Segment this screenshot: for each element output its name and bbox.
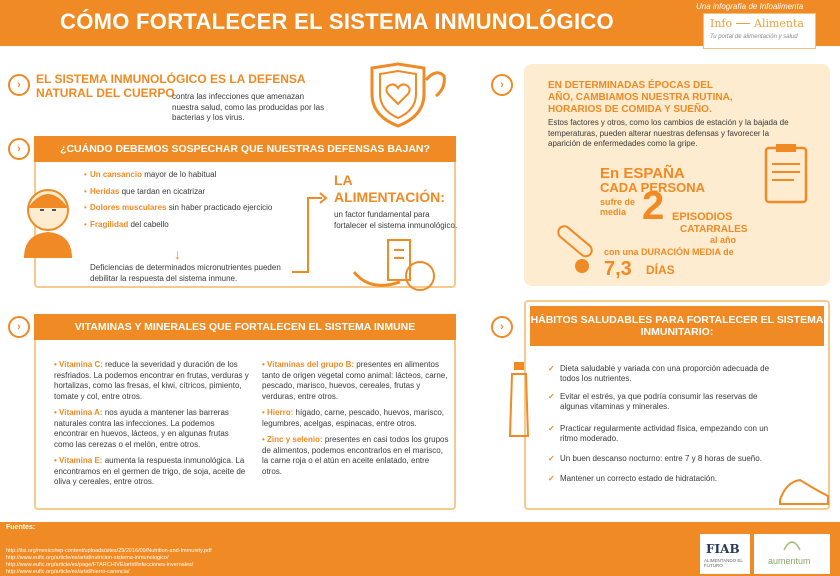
food-icon — [350, 238, 450, 294]
alimentacion-title-1: LA — [334, 172, 353, 188]
mineral-item: • Vitaminas del grupo B: presentes en alimentos tanto de origen vegetal como animal: lácteos, carne, pescado, marisco, huevos, cereales, frutas y verduras, entre otros. — [262, 360, 448, 401]
symptom-item: • Heridas que tardan en cicatrizar — [84, 187, 304, 198]
suspect-bar: ¿CUÁNDO DEBEMOS SOSPECHAR QUE NUESTRAS DEFENSAS BAJAN? — [34, 136, 456, 162]
habit-item: ✓ Mantener un correcto estado de hidratación. — [548, 474, 778, 484]
alimentacion-text: un factor fundamental para fortalecer el sistema inmunológico. — [334, 210, 458, 230]
logo-dash — [736, 23, 750, 24]
source-link[interactable]: http://ilsi.org/mexico/wp-content/uploads/sites/29/2016/09/Nutrition-and-Immunity.pdf — [6, 548, 212, 554]
habits-bar: HÁBITOS SALUDABLES PARA FORTALECER EL SISTEMA INMUNITARIO: — [530, 306, 824, 346]
arrow-icon-3: › — [8, 138, 30, 160]
stat-days: 7,3 — [604, 258, 632, 280]
intro-text-content: contra las infecciones que amenazan nuestra salud, como las producidas por las bacterias y los virus. — [172, 92, 325, 122]
source-link[interactable]: http://www.eufic.org/article/es/artid/nutricion-sistema-inmunologico/ — [6, 555, 169, 561]
arrow-icon-4: › — [8, 316, 30, 338]
habit-item: ✓ Un buen descanso nocturno: entre 7 y 8 horas de sueño. — [548, 454, 778, 464]
mineral-item: • Zinc y selenio: presentes en casi todos los grupos de alimentos, podemos encontrarlos en el marisco, la carne roja o el atún en aceite enlatado, entre otros. — [262, 435, 449, 476]
vitamins-bar: VITAMINAS Y MINERALES QUE FORTALECEN EL SISTEMA INMUNE — [34, 314, 456, 340]
fiab-logo-text: FIAB — [706, 542, 740, 556]
clipboard-icon — [760, 140, 816, 210]
vitamins-col-2 — [262, 360, 450, 477]
arrow-icon: › — [8, 74, 30, 96]
symptom-item: • Fragilidad del cabello — [84, 220, 304, 231]
intro-text — [36, 92, 341, 135]
habit-item: ✓ Dieta saludable y variada con una proporción adecuada de todos los nutrientes. — [548, 364, 778, 384]
credit-text: Una infografía de Infoalimenta — [696, 2, 804, 11]
vitamin-item: • Vitamina E: aumenta la respuesta inmunológica. La encontramos en el germen de trigo, de soja, aceite de oliva y cereales, entre otros. — [54, 456, 246, 486]
mineral-item: • Hierro: hígado, carne, pescado, huevos, marisco, legumbres, acelgas, espinacas, entre otros. — [262, 408, 445, 428]
vitamin-item: • Vitamina C: reduce la severidad y duración de los resfriados. La podemos encontrar en frutas, verduras y hortalizas, como las fresas, el kiwi, cítricos, pimiento, tomate y col, entre otros. — [54, 360, 249, 401]
tired-person-icon — [14, 178, 82, 258]
connector-arrow — [284, 190, 328, 280]
stat-person: CADA PERSONA — [600, 180, 705, 195]
vitamin-item: • Vitamina A: nos ayuda a mantener las barreras naturales contra las infecciones. La podemos encontrar en huevos, lácteos, y en algunas frutas como las cerezas o el melón, entre otros. — [54, 408, 229, 449]
stat-spain: En ESPAÑA — [600, 165, 685, 182]
stat-duration: con una DURACIÓN MEDIA de — [604, 247, 734, 257]
stat-catarrales: CATARRALES — [680, 224, 748, 235]
fiab-logo[interactable] — [700, 534, 750, 574]
down-arrow-icon: ↓ — [174, 246, 181, 262]
suspect-list — [84, 170, 304, 236]
running-shoe-icon — [776, 470, 832, 510]
symptom-item: • Dolores musculares sin haber practicado ejercicio — [84, 203, 304, 214]
aumentum-leaf-icon — [782, 538, 802, 554]
aumentum-logo[interactable] — [754, 534, 830, 574]
fiab-logo-sub: ALIMENTANDO EL FUTURO — [704, 558, 743, 568]
logo-right-text: Alimenta — [754, 17, 804, 30]
shield-icon — [352, 60, 452, 130]
season-title: EN DETERMINADAS ÉPOCAS DEL AÑO, CAMBIAMOS NUESTRA RUTINA, HORARIOS DE COMIDA Y SUEÑO. — [548, 80, 733, 115]
intro-title: EL SISTEMA INMUNOLÓGICO ES LA DEFENSA NATURAL DEL CUERPO — [36, 72, 306, 100]
logo-left-text: Info — [710, 17, 733, 30]
aumentum-logo-text: aumentum — [768, 556, 811, 566]
habit-item: ✓ Practicar regularmente actividad física, empezando con un ritmo moderado. — [548, 424, 778, 444]
stat-episodes: EPISODIOS — [672, 211, 733, 223]
habit-item: ✓ Evitar el estrés, ya que podría consumir las reservas de algunas vitaminas y minerales. — [548, 392, 778, 412]
arrow-icon-2: › — [491, 74, 513, 96]
logo-tagline: Tu portal de alimentación y salud — [710, 34, 798, 40]
source-link[interactable]: http://www.eufic.org/article/es/artid/hierro-carencia/ — [6, 569, 130, 575]
infoalimenta-logo[interactable] — [703, 13, 816, 49]
vitamins-col-1 — [54, 360, 250, 488]
season-text-content: Estos factores y otros, como los cambios de estación y la bajada de temperaturas, pueden alterar nuestras defensas y favorecer la aparición de enfermedades como la gripe. — [548, 118, 789, 148]
sources-heading: Fuentes: — [6, 524, 36, 531]
page-title: CÓMO FORTALECER EL SISTEMA INMUNOLÓGICO — [60, 9, 614, 34]
thermometer-icon — [536, 222, 596, 278]
stat-suffers: sufre de media — [600, 197, 636, 217]
stat-year: al año — [710, 235, 737, 245]
stat-number: 2 — [642, 184, 665, 228]
source-link[interactable]: http://www.eufic.org/article/es/page/FTARCHIVE/artid/infecciones-invernales/ — [6, 562, 194, 568]
water-bottle-icon — [504, 360, 534, 440]
alimentacion-title-2: ALIMENTACIÓN: — [334, 189, 445, 205]
deficiency-text: Deficiencias de determinados micronutrientes pueden debilitar la respuesta del sistema inmune. — [90, 263, 281, 283]
arrow-icon-5: › — [491, 316, 513, 338]
stat-days-label: DÍAS — [646, 263, 675, 277]
symptom-item: • Un cansancio mayor de lo habitual — [84, 170, 304, 181]
